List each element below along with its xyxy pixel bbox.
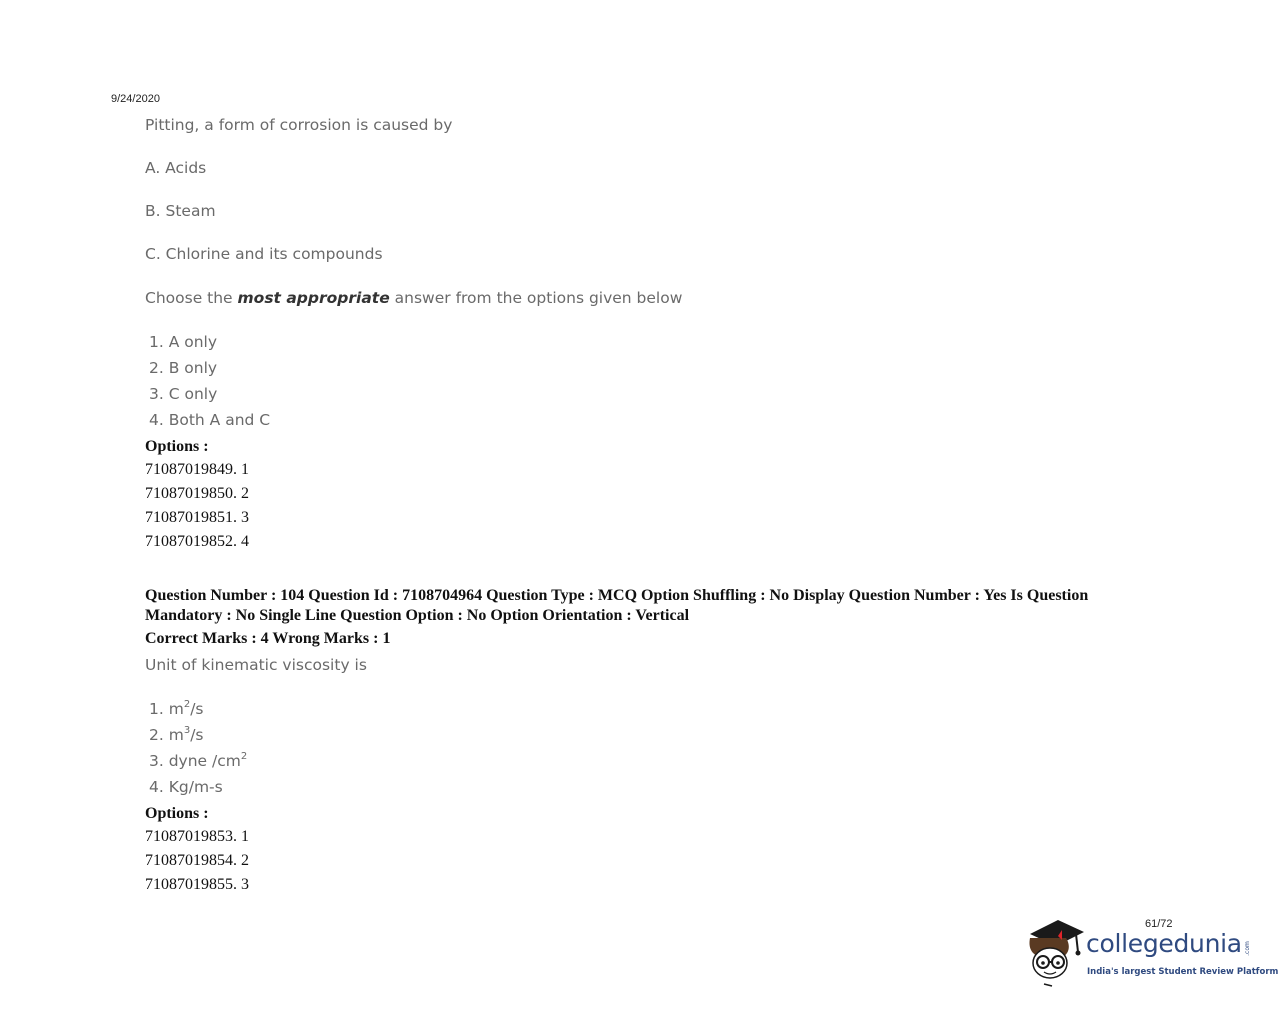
brand-logo-text: collegedunia <box>1086 929 1242 958</box>
q104-option-3: 71087019855. 3 <box>145 876 249 893</box>
brand-logo-suffix: .com <box>1243 941 1251 956</box>
instruction-emphasis: most appropriate <box>237 289 390 307</box>
q103-choice-3: 3. C only <box>149 385 218 403</box>
q103-option-4: 71087019852. 4 <box>145 533 249 550</box>
q103-option-2: 71087019850. 2 <box>145 485 249 502</box>
q104-choice-2: 2. $m^3/s$ <box>149 725 204 744</box>
q103-options-label: Options : <box>145 438 209 455</box>
q103-choice-1: 1. A only <box>149 333 218 351</box>
brand-tagline: India's largest Student Review Platform <box>1087 967 1279 977</box>
q103-choice-2: 2. B only <box>149 359 218 377</box>
statement-b: B. Steam <box>145 202 216 220</box>
question-103-stem: Pitting, a form of corrosion is caused by <box>145 116 453 134</box>
q104-choice-3: 3. dyne $/cm^2$ <box>149 751 248 770</box>
q103-option-1: 71087019849. 1 <box>145 461 249 478</box>
q104-choice-1: 1. $m^2/s$ <box>149 699 204 718</box>
q104-option-1: 71087019853. 1 <box>145 828 249 845</box>
question-104-meta: Question Number : 104 Question Id : 7108704964 Question Type : MCQ Option Shuffling : No Display Question Number : Yes Is Question Mandatory : No Single Line Question Option : No Option Orientation : Vertical <box>145 587 1089 624</box>
q104-options-label: Options : <box>145 805 209 822</box>
instruction-post: answer from the options given below <box>389 289 683 307</box>
statement-a: A. Acids <box>145 159 207 177</box>
statement-c: C. Chlorine and its compounds <box>145 245 383 263</box>
question-103-instruction <box>145 289 682 307</box>
page-number: 61/72 <box>1145 918 1173 930</box>
q104-option-2: 71087019854. 2 <box>145 852 249 869</box>
question-104-stem: Unit of kinematic viscosity is <box>145 656 367 674</box>
question-104-marks: Correct Marks : 4 Wrong Marks : 1 <box>145 630 391 647</box>
q103-choice-4: 4. Both A and C <box>149 411 271 429</box>
q104-choice-4: 4. Kg/m-s <box>149 778 223 796</box>
instruction-pre: Choose the <box>145 289 238 307</box>
print-date: 9/24/2020 <box>111 93 160 105</box>
q103-option-3: 71087019851. 3 <box>145 509 249 526</box>
